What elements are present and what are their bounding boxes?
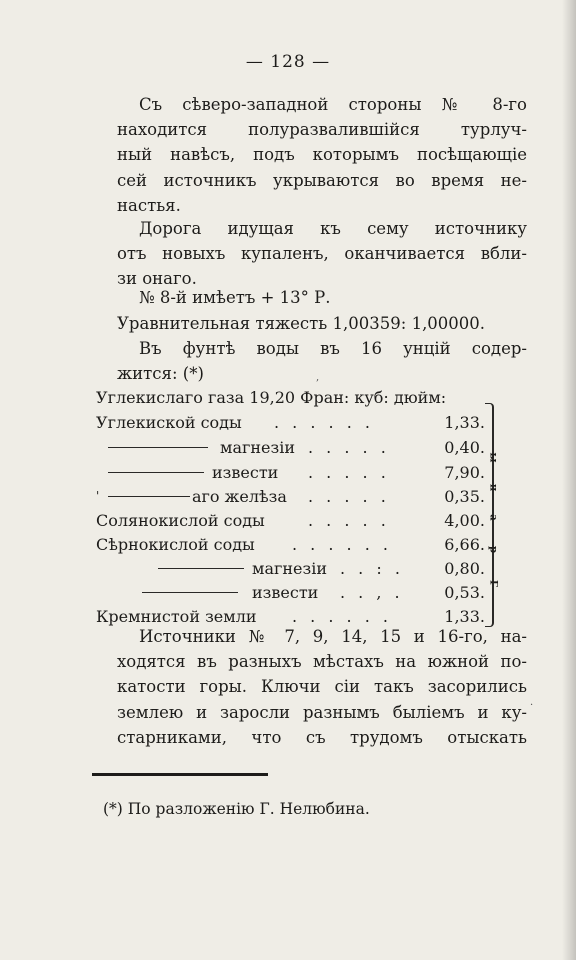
row-name: Углекиской соды xyxy=(96,413,242,432)
row-value: 0,40. xyxy=(444,438,485,457)
paragraph-sources xyxy=(117,624,527,750)
temperature-line: № 8-й имѣетъ + 13° Р. xyxy=(139,288,331,307)
stray-mark: ' xyxy=(96,489,100,503)
text-line: землею и заросли разнымъ быліемъ и ку- xyxy=(117,702,527,722)
row-leaders: . . , . xyxy=(340,583,404,602)
row-leaders: . . . . . . xyxy=(274,413,374,432)
composition-intro xyxy=(117,336,527,386)
text-line: ходятся въ разныхъ мѣстахъ на южной по- xyxy=(117,652,527,672)
print-speck: , xyxy=(316,372,320,383)
row-name: Сѣрнокислой соды xyxy=(96,535,255,554)
page-edge-shadow xyxy=(562,0,576,960)
row-name: магнезіи xyxy=(252,559,328,578)
ditto-dash xyxy=(142,592,238,593)
ditto-dash xyxy=(108,447,208,448)
specific-gravity-line: Уравнительная тяжесть 1,00359: 1,00000. xyxy=(117,314,486,333)
row-value: 7,90. xyxy=(444,463,485,482)
table-header xyxy=(96,385,528,410)
row-value: 1,33. xyxy=(444,607,485,626)
text-line: Источники № 7, 9, 14, 15 и 16-го, на- xyxy=(139,627,527,646)
ditto-dash xyxy=(108,496,190,497)
row-value: 0,53. xyxy=(444,583,485,602)
row-name: Кремнистой земли xyxy=(96,607,257,626)
text-line: ный навѣсъ, подъ которымъ посѣщающіе xyxy=(117,145,527,165)
bracket-letter: Г xyxy=(487,580,499,587)
row-name: извести xyxy=(252,583,319,602)
row-leaders: . . . . . xyxy=(308,463,390,482)
row-leaders: . . . . . . xyxy=(292,607,392,626)
row-value: 1,33. xyxy=(444,413,485,432)
text-line: катости горы. Ключи сіи такъ засорились xyxy=(117,677,527,697)
paragraph-north-west-shed xyxy=(117,92,527,218)
row-leaders: . . . . . xyxy=(308,511,390,530)
text-line: находится полуразвалившійся турлуч- xyxy=(117,120,527,140)
row-value: 0,80. xyxy=(444,559,485,578)
table-row xyxy=(96,532,485,557)
row-leaders: . . . . . . xyxy=(292,535,392,554)
table-row xyxy=(96,484,485,509)
bracket-letter: р xyxy=(487,546,499,553)
row-name: извести xyxy=(212,463,279,482)
print-speck: · xyxy=(530,700,534,711)
bracket-letter: ы xyxy=(487,452,499,463)
text-line: Съ сѣверо-западной стороны № 8-го xyxy=(139,95,527,114)
table-row xyxy=(96,435,485,460)
text-line: отъ новыхъ купаленъ, оканчивается вбли- xyxy=(117,244,527,264)
row-name: аго желѣза xyxy=(192,487,287,506)
text-line: зи онаго. xyxy=(117,269,197,289)
text-line: сей источникъ укрываются во время не- xyxy=(117,170,527,190)
table-row xyxy=(96,580,485,605)
ditto-dash xyxy=(158,568,244,569)
bracket-letter: а xyxy=(487,514,499,521)
row-leaders: . . . . . xyxy=(308,438,390,457)
row-leaders: . . . . . xyxy=(308,487,390,506)
text-line: Дорога идущая къ сему источнику xyxy=(139,219,527,238)
bracket-letter: н xyxy=(487,483,499,492)
text-line: жится: (*) xyxy=(117,364,204,384)
paragraph-road xyxy=(117,216,527,292)
footnote: (*) По разложенію Г. Нелюбина. xyxy=(103,800,370,818)
page-number: — 128 — xyxy=(245,52,331,72)
ditto-dash xyxy=(108,472,204,473)
row-leaders: . . : . xyxy=(340,559,404,578)
row-value: 4,00. xyxy=(444,511,485,530)
bracket-label xyxy=(486,430,500,600)
row-value: 0,35. xyxy=(444,487,485,506)
table-row xyxy=(96,460,485,485)
table-row xyxy=(96,508,485,533)
text-line: старниками, что съ трудомъ отыскать xyxy=(117,727,527,747)
table-row xyxy=(96,556,485,581)
table-header-text: Углекислаго газа 19,20 Фран: куб: дюйм: xyxy=(96,388,447,407)
text-line: настья. xyxy=(117,195,181,215)
footnote-rule xyxy=(92,773,268,776)
text-line: Въ фунтѣ воды въ 16 унцій содер- xyxy=(139,339,527,358)
table-row xyxy=(96,410,485,435)
row-name: магнезіи xyxy=(220,438,296,457)
row-value: 6,66. xyxy=(444,535,485,554)
row-name: Солянокислой соды xyxy=(96,511,265,530)
